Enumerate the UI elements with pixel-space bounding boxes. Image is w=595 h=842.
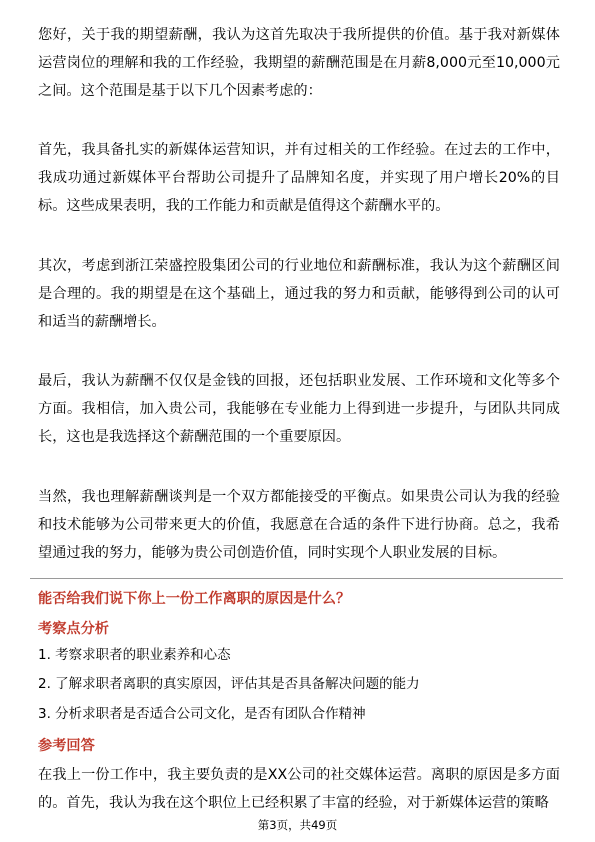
analysis-item: 1. 考察求职者的职业素养和心态 (38, 647, 231, 663)
salary-paragraph-second: 其次，考虑到浙江荣盛控股集团公司的行业地位和薪酬标准，我认为这个薪酬区间是合理的。我的期望是在这个基础上，通过我的努力和贡献，能够得到公司的认可和适当的薪酬增长。 (38, 258, 560, 330)
reference-answer: 在我上一份工作中，我主要负责的是XX公司的社交媒体运营。离职的原因是多方面的。首先，我认为我在这个职位上已经积累了丰富的经验，对于新媒体运营的策略 (38, 767, 560, 811)
salary-paragraph-first: 首先，我具备扎实的新媒体运营知识，并有过相关的工作经验。在过去的工作中，我成功通过新媒体平台帮助公司提升了品牌知名度，并实现了用户增长20%的目标。这些成果表明，我的工作能力和贡献是值得这个薪酬水平的。 (38, 142, 560, 214)
interview-question: 能否给我们说下你上一份工作离职的原因是什么？ (38, 591, 351, 607)
analysis-item: 2. 了解求职者离职的真实原因，评估其是否具备解决问题的能力 (38, 676, 420, 692)
page-number: 第3页，共49页 (257, 818, 338, 832)
analysis-item: 3. 分析求职者是否适合公司文化，是否有团队合作精神 (38, 706, 366, 722)
reference-heading: 参考回答 (38, 738, 95, 754)
salary-paragraph-intro: 您好，关于我的期望薪酬，我认为这首先取决于我所提供的价值。基于我对新媒体运营岗位的理解和我的工作经验，我期望的薪酬范围是在月薪8,000元至10,000元之间。这个范围是基于以下几个因素考虑的： (38, 27, 560, 99)
section-divider (30, 578, 563, 579)
salary-paragraph-third: 最后，我认为薪酬不仅仅是金钱的回报，还包括职业发展、工作环境和文化等多个方面。我相信，加入贵公司，我能够在专业能力上得到进一步提升，与团队共同成长，这也是我选择这个薪酬范围的一个重要原因。 (38, 373, 560, 445)
analysis-heading: 考察点分析 (38, 621, 109, 637)
salary-paragraph-conclusion: 当然，我也理解薪酬谈判是一个双方都能接受的平衡点。如果贵公司认为我的经验和技术能够为公司带来更大的价值，我愿意在合适的条件下进行协商。总之，我希望通过我的努力，能够为贵公司创造价值，同时实现个人职业发展的目标。 (38, 489, 560, 561)
